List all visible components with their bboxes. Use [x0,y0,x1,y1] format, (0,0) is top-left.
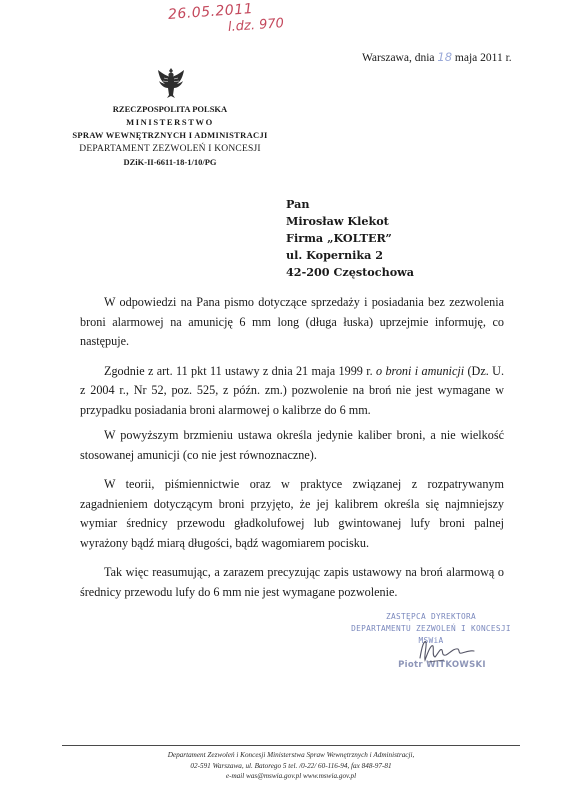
handwritten-registration-note: l.dz. 970 [227,16,285,35]
recipient-street: ul. Kopernika 2 [286,248,384,262]
recipient-name: Mirosław Klekot [286,214,389,228]
date-prefix: Warszawa, dnia [362,52,438,64]
footer [62,750,520,782]
footer-line-contact: e-mail was@mswia.gov.pl www.mswia.gov.pl [225,772,357,780]
recipient-salutation: Pan [286,197,310,211]
stamp-line-department: DEPARTAMENTU ZEZWOLEŃ I KONCESJI [351,624,511,633]
recipient-company: Firma „KOLTER” [286,231,392,245]
letterhead-ministry-full: SPRAW WEWNĘTRZNYCH I ADMINISTRACJI [72,130,268,140]
p2-text-after: (Dz. U. z 2004 r., Nr 52, poz. 525, z późn. zm.) pozwolenie na broń nie jest wymagane w przypadku posiadania broni alarmowej o kalibrze do 6 mm. [80,363,504,417]
handwritten-date-note: 26.05.2011 [167,1,254,23]
date-suffix: maja 2011 r. [452,52,512,64]
p2-text-before: Zgodnie z art. 11 pkt 11 ustawy z dnia 21 maja 1999 r. [104,363,377,378]
body-paragraph-legal-basis [80,362,504,421]
recipient-address [286,196,414,281]
stamp-line-title: ZASTĘPCA DYREKTORA [386,612,476,621]
footer-divider [62,745,520,746]
letterhead-department: DEPARTAMENT ZEZWOLEŃ I KONCESJI [79,144,261,154]
date-day: 18 [437,50,453,64]
handwritten-signature-icon [414,636,484,664]
body-paragraph: W powyższym brzmieniu ustawa określa jedynie kaliber broni, a nie wielkość stosowanej amunicji (co nie jest równoznaczne). [80,428,504,462]
body-paragraph: W teorii, piśmiennictwie oraz w praktyce związanej z rozpatrywanym zagadnieniem dotyczącym broni przyjęto, że jej kalibrem określa się najmniejszy wymiar średnicy przewodu gładkolufowej lub gwintowanej lufy broni palnej wyrażony bądź miarą długości, bądź wagomiarem pocisku. [80,477,504,550]
letter-body [80,293,504,612]
eagle-emblem-icon [156,66,186,100]
letterhead-republic: RZECZPOSPOLITA POLSKA [112,104,228,114]
recipient-city: 42-200 Częstochowa [286,265,415,279]
body-paragraph: Tak więc reasumując, a zarazem precyzując zapis ustawowy na broń alarmową o średnicy przewodu lufy do 6 mm nie jest wymagane pozwolenie. [80,565,504,599]
letterhead [60,103,280,169]
footer-line-department: Departament Zezwoleń i Koncesji Ministerstwa Spraw Wewnętrznych i Administracji, [167,751,415,759]
stamp-signatory: Piotr WITKOWSKI [398,660,486,670]
footer-line-address: 02-591 Warszawa, ul. Batorego 5 tel. /0-22/ 60-116-94, fax 848-97-81 [190,761,392,770]
letter-date [362,50,512,64]
letterhead-ministry: MINISTERSTWO [126,117,214,127]
stamp-line-ministry: MSWiA [418,636,444,645]
letterhead-reference: DZiK-II-6611-18-1/10/PG [123,157,217,167]
body-paragraph: W odpowiedzi na Pana pismo dotyczące sprzedaży i posiadania bez zezwolenia broni alarmowej na amunicję 6 mm long (długa łuska) uprzejmie informuję, co następuje. [80,295,504,348]
p2-act-title: o broni i amunicji [376,363,465,378]
